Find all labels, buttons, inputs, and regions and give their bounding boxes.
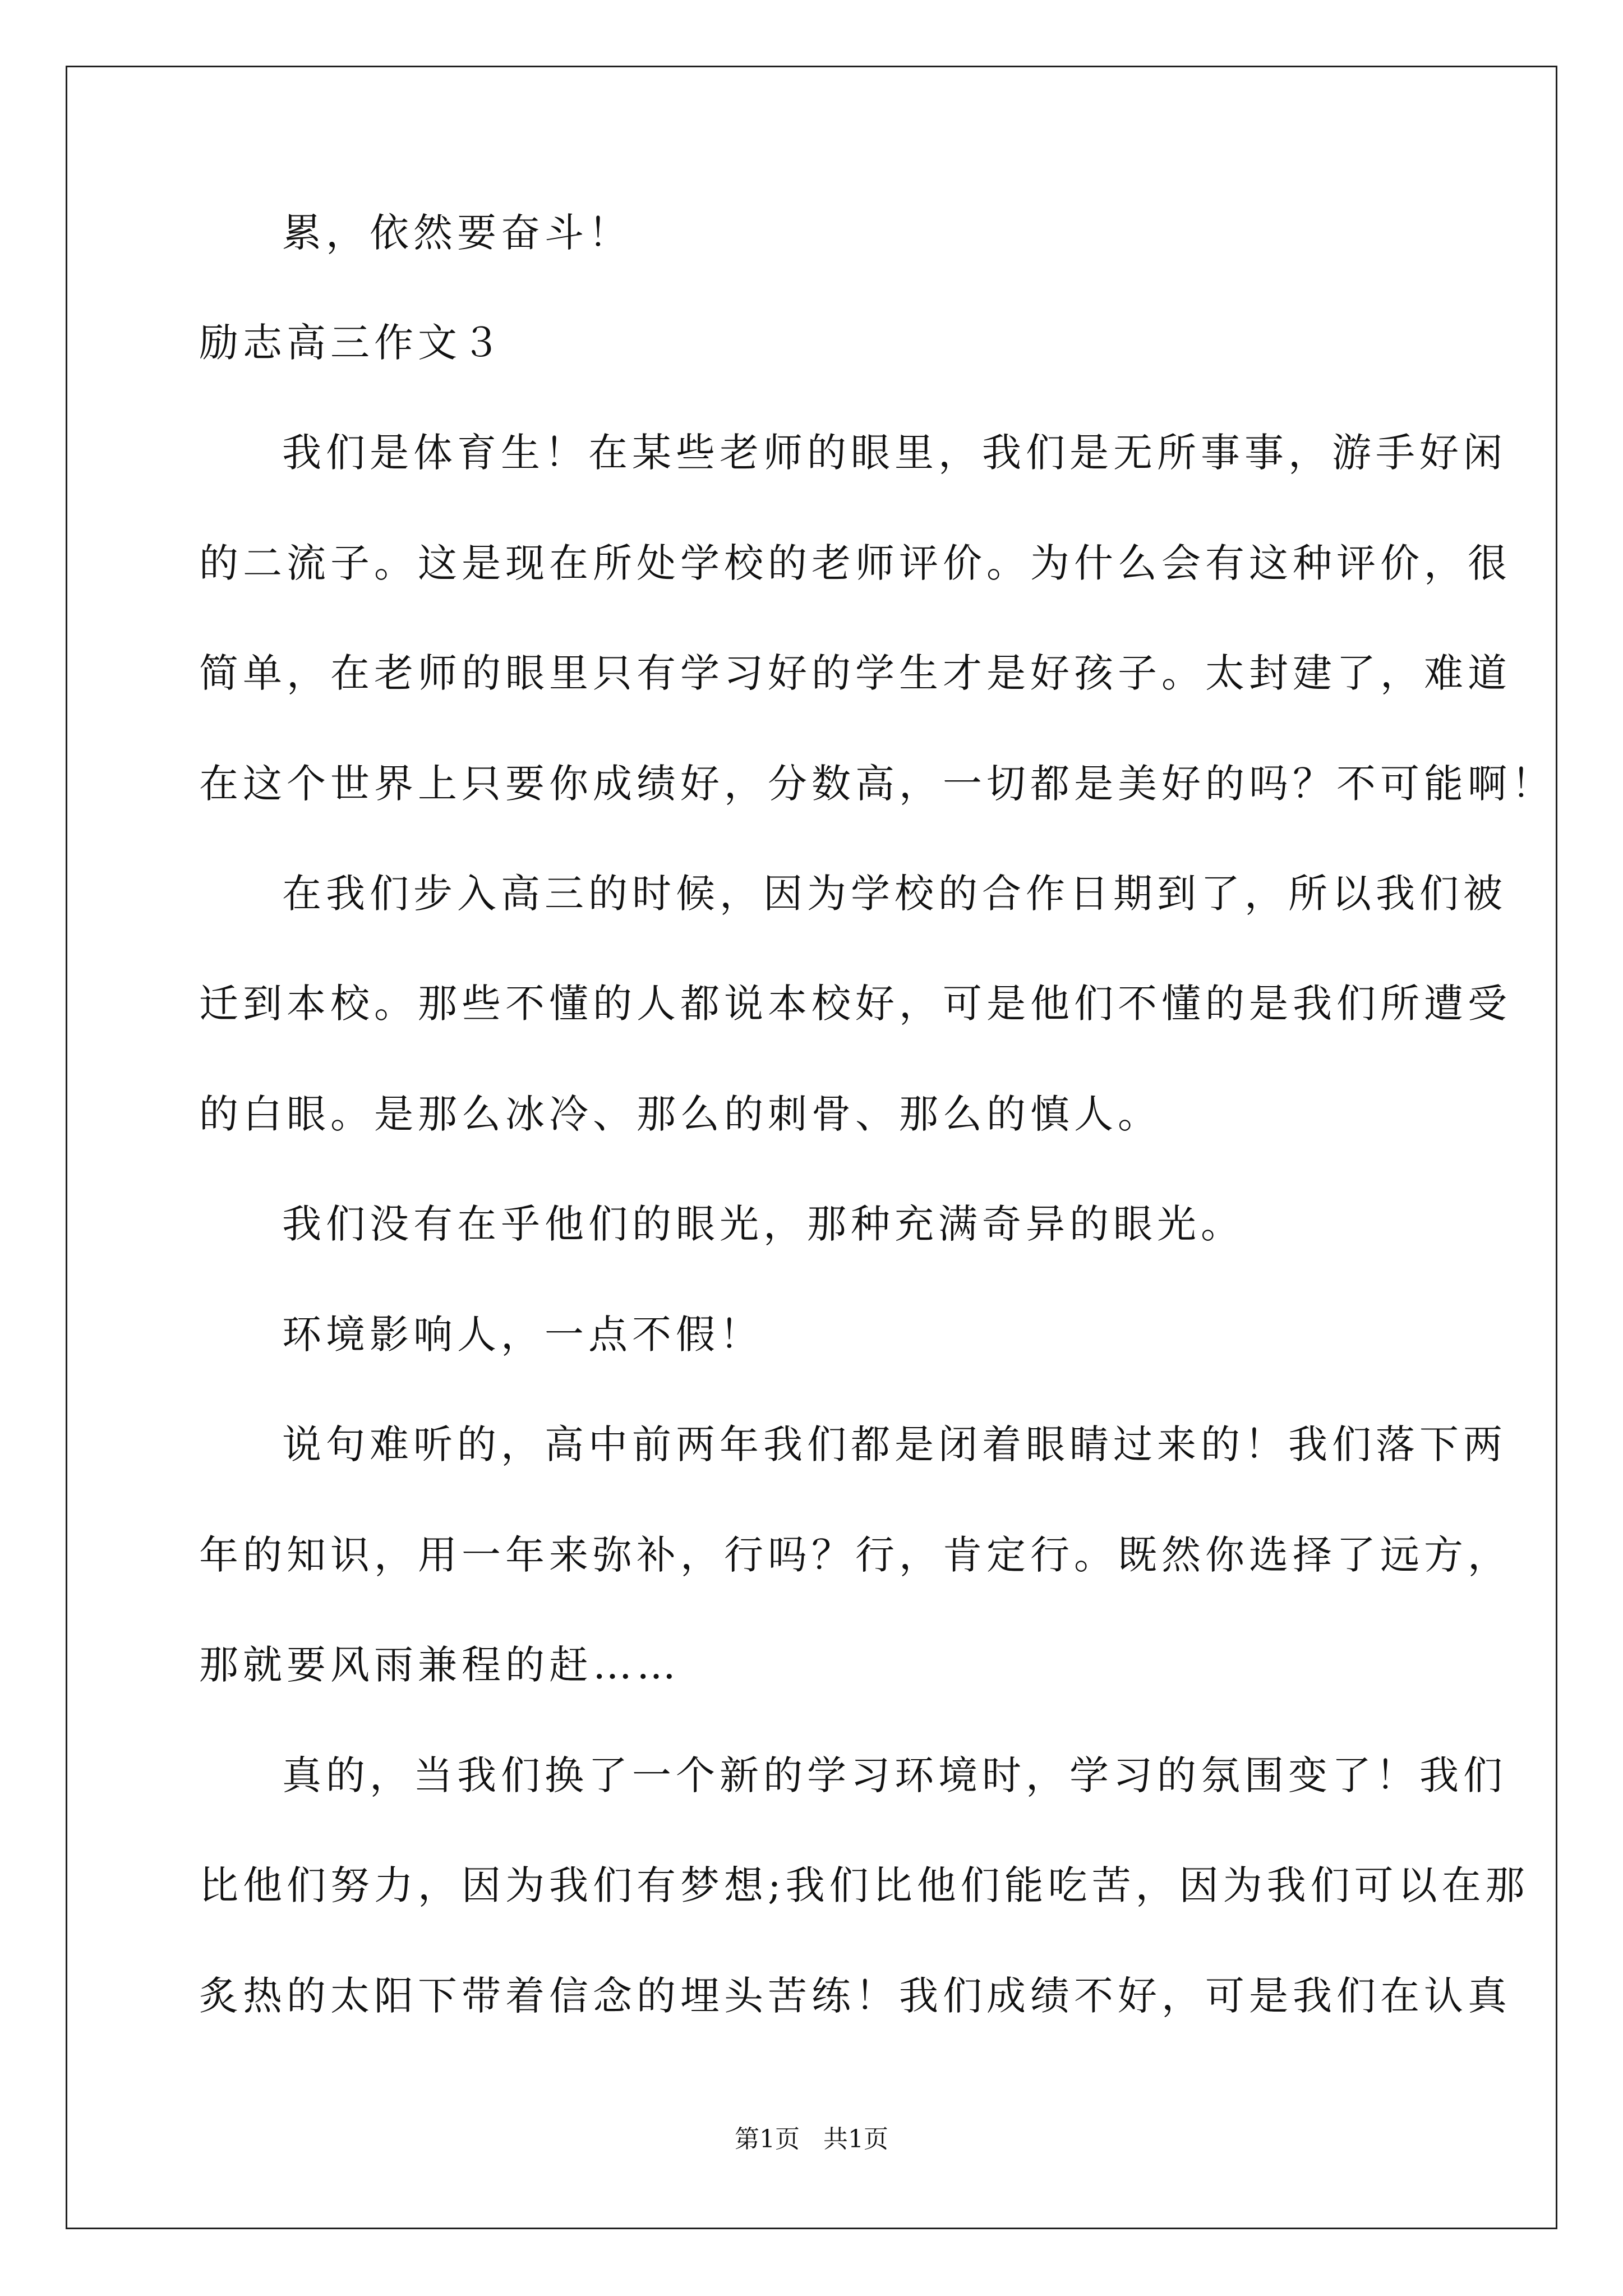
text-line: 说句难听的，高中前两年我们都是闭着眼睛过来的！我们落下两 bbox=[282, 1421, 1507, 1467]
text-line: 炙热的太阳下带着信念的埋头苦练！我们成绩不好，可是我们在认真 bbox=[199, 1973, 1511, 2019]
page-number-footer: 第1页 共1页 bbox=[735, 2125, 888, 2154]
text-line: 简单，在老师的眼里只有学习好的学生才是好孩子。太封建了，难道 bbox=[199, 650, 1511, 696]
text-line: 年的知识，用一年来弥补，行吗？行，肯定行。既然你选择了远方， bbox=[199, 1532, 1511, 1578]
text-line: 在这个世界上只要你成绩好，分数高，一切都是美好的吗？不可能啊！ bbox=[199, 761, 1555, 807]
text-line: 真的，当我们换了一个新的学习环境时，学习的氛围变了！我们 bbox=[282, 1752, 1507, 1798]
text-line: 迁到本校。那些不懂的人都说本校好，可是他们不懂的是我们所遭受 bbox=[199, 981, 1511, 1027]
text-line: 在我们步入高三的时候，因为学校的合作日期到了，所以我们被 bbox=[282, 871, 1507, 917]
text-line: 的白眼。是那么冰冷、那么的刺骨、那么的慎人。 bbox=[199, 1091, 1161, 1137]
text-line: 的二流子。这是现在所处学校的老师评价。为什么会有这种评价，很 bbox=[199, 540, 1511, 586]
text-line: 环境影响人，一点不假！ bbox=[282, 1312, 763, 1358]
text-line: 比他们努力，因为我们有梦想;我们比他们能吃苦，因为我们可以在那 bbox=[199, 1862, 1529, 1908]
text-line: 我们没有在乎他们的眼光，那种充满奇异的眼光。 bbox=[282, 1201, 1244, 1247]
document-body bbox=[199, 210, 1555, 2019]
text-line: 累，依然要奋斗！ bbox=[282, 210, 632, 256]
section-heading: 励志高三作文３ bbox=[199, 320, 505, 366]
text-line: 我们是体育生！在某些老师的眼里，我们是无所事事，游手好闲 bbox=[282, 430, 1507, 476]
text-line: 那就要风雨兼程的赶…… bbox=[199, 1642, 680, 1688]
